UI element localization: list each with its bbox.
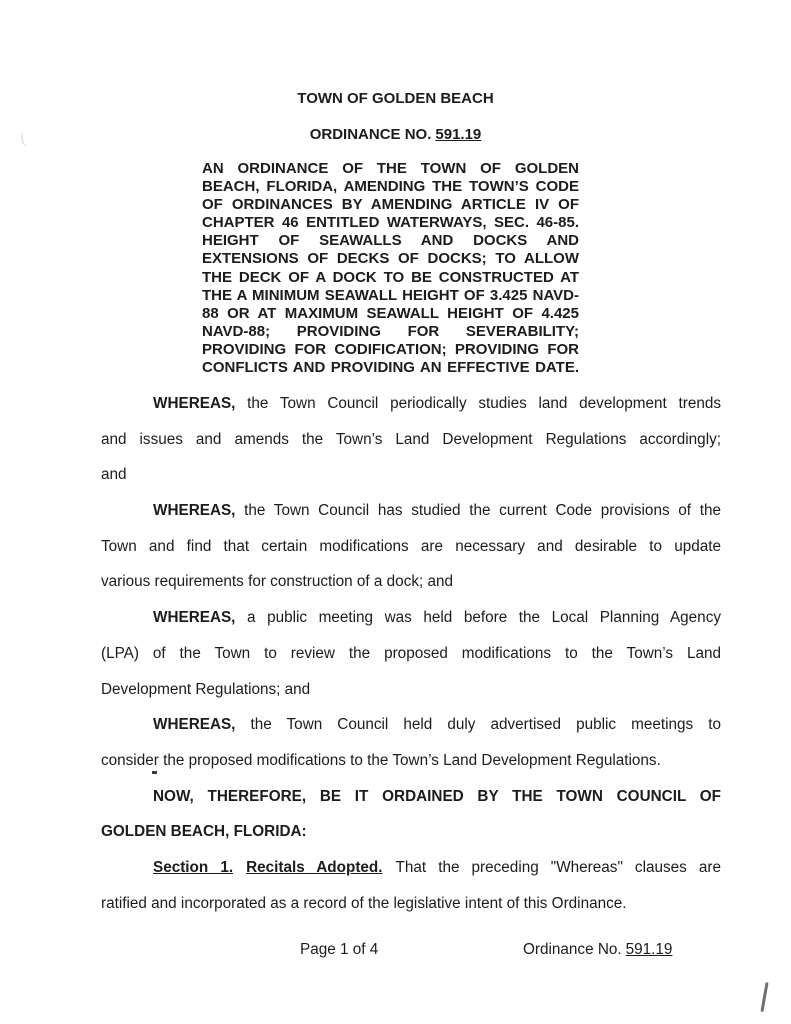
ordinance-title-line: HEIGHT OF SEAWALLS AND DOCKS AND xyxy=(202,232,579,250)
footer-ordinance-label: Ordinance No. xyxy=(523,941,622,958)
body-text-segment: NOW, THEREFORE, BE IT ORDAINED BY THE TOWN COUNCIL OF xyxy=(153,787,721,805)
ordinance-title-line: CHAPTER 46 ENTITLED WATERWAYS, SEC. 46-85. xyxy=(202,214,579,232)
body-line xyxy=(101,564,721,600)
body-text-segment: WHEREAS, xyxy=(153,395,236,412)
ordinance-title-block xyxy=(202,160,579,377)
body-line xyxy=(101,422,721,458)
ordinance-title-line: 88 OR AT MAXIMUM SEAWALL HEIGHT OF 4.425 xyxy=(202,304,579,322)
body-text-segment: and issues and amends the Town’s Land Development Regulations accordingly; xyxy=(101,430,721,448)
body-text-segment: Section 1. xyxy=(153,858,234,876)
body-line xyxy=(101,743,721,779)
body-text-segment: a public meeting was held before the Local Planning Agency xyxy=(235,609,721,627)
ordinance-title-line: THE A MINIMUM SEAWALL HEIGHT OF 3.425 NAVD- xyxy=(202,286,579,304)
body-line xyxy=(101,672,721,708)
ordinance-title-line: BEACH, FLORIDA, AMENDING THE TOWN’S CODE xyxy=(202,178,579,196)
body-line xyxy=(101,457,721,493)
ordinance-number-heading xyxy=(0,126,791,144)
body-line xyxy=(101,886,721,922)
body-text-segment: various requirements for construction of a dock; and xyxy=(101,573,454,591)
body-line xyxy=(101,779,721,815)
body-line xyxy=(101,386,721,422)
body-text-segment: the Town Council held duly advertised public meetings to xyxy=(235,716,721,734)
scan-dot-artifact xyxy=(152,771,157,774)
ordinance-title-line: EXTENSIONS OF DECKS OF DOCKS; TO ALLOW xyxy=(202,250,579,268)
body-text-segment: (LPA) of the Town to review the proposed modifications to the Town’s Land xyxy=(101,644,721,662)
body-text-segment: Development Regulations; and xyxy=(101,680,311,698)
ordinance-number-label: ORDINANCE NO. xyxy=(309,126,432,143)
body-line xyxy=(101,493,721,529)
body-text-segment: and xyxy=(101,466,127,484)
body-text-segment: WHEREAS, xyxy=(153,502,236,520)
ordinance-title-line: PROVIDING FOR CODIFICATION; PROVIDING FOR xyxy=(202,340,579,358)
body-line xyxy=(101,850,721,886)
body-text-segment: the Town Council has studied the current Code provisions of the xyxy=(235,502,721,520)
body-line xyxy=(101,636,721,672)
ordinance-number-value: 591.19 xyxy=(435,126,482,143)
ordinance-title-line: NAVD-88; PROVIDING FOR SEVERABILITY; xyxy=(202,322,579,340)
body-text xyxy=(101,386,721,921)
body-text-segment: That the preceding "Whereas" clauses are xyxy=(395,858,721,876)
ordinance-title-line: OF ORDINANCES BY AMENDING ARTICLE IV OF xyxy=(202,196,579,214)
body-line xyxy=(101,814,721,850)
body-text-segment: Recitals Adopted. xyxy=(246,858,383,876)
body-text-segment: ratified and incorporated as a record of the legislative intent of this Ordinance. xyxy=(101,894,627,912)
body-line xyxy=(101,600,721,636)
document-title: TOWN OF GOLDEN BEACH xyxy=(297,90,494,107)
ordinance-title-line: THE DECK OF A DOCK TO BE CONSTRUCTED AT xyxy=(202,268,579,286)
body-line xyxy=(101,529,721,565)
body-line xyxy=(101,707,721,743)
footer-ordinance-value: 591.19 xyxy=(625,941,673,958)
scan-slash-mark xyxy=(760,982,768,1012)
body-text-segment: GOLDEN BEACH, FLORIDA: xyxy=(101,823,307,841)
body-text-segment: WHEREAS, xyxy=(153,609,236,627)
body-text-segment: Town and find that certain modifications are necessary and desirable to update xyxy=(101,537,721,555)
page-number: Page 1 of 4 xyxy=(300,941,379,958)
body-text-segment: WHEREAS, xyxy=(153,716,236,734)
body-text-segment: the Town Council periodically studies land development trends xyxy=(235,395,721,412)
footer-ordinance-number xyxy=(523,941,672,959)
ordinance-title-line: CONFLICTS AND PROVIDING AN EFFECTIVE DATE. xyxy=(202,359,579,377)
ordinance-title-line: AN ORDINANCE OF THE TOWN OF GOLDEN xyxy=(202,160,579,177)
body-text-segment: consider the proposed modifications to the Town’s Land Development Regulations. xyxy=(101,751,661,769)
